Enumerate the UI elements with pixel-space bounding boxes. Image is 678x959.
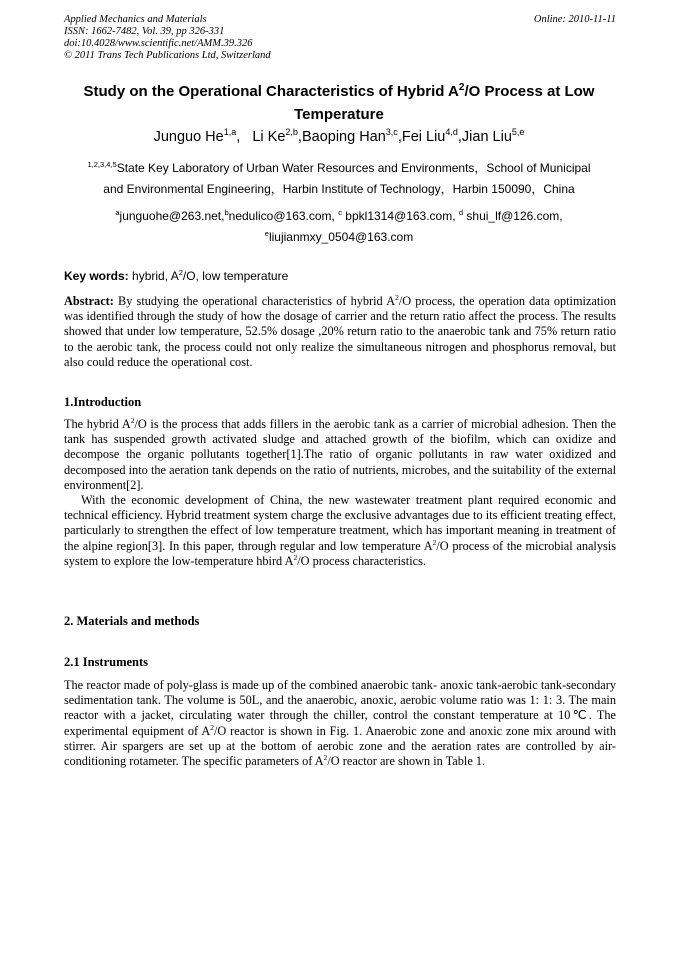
text: /O reactor are shown in Table 1. xyxy=(327,754,486,769)
email-sup: b xyxy=(224,208,229,217)
author: Jian Liu xyxy=(461,129,512,145)
author-sep: , xyxy=(397,129,402,145)
abstract-text-pre: By studying the operational characteristics of hybrid A xyxy=(113,294,396,308)
online-date: Online: 2010-11-11 xyxy=(533,14,616,25)
introduction-body xyxy=(64,417,616,569)
email-sup: d xyxy=(458,208,464,217)
keywords-text-post: /O, low temperature xyxy=(182,269,289,283)
text: /O is the process that adds fillers in the aerobic tank as a carrier of microbial adhesion. Then the tank has suspended growth activated sludge and attached growth of the biofilm, which can oxidize and decompose the organic pollutants together[1].The ratio of organic pollutants in raw water oxidized and decomposed into the aeration tank depends on the ratio of nutrients, microbes, and the suitability of the external environment[2]. xyxy=(64,417,616,492)
sup: 2 xyxy=(293,552,298,562)
journal-copyright: © 2011 Trans Tech Publications Ltd, Switzerland xyxy=(64,50,271,61)
sup: 2 xyxy=(210,722,214,732)
author-sep: , xyxy=(297,129,302,145)
email-address[interactable]: shui_lf@126.com, xyxy=(463,209,563,223)
instruments-body xyxy=(64,678,616,769)
author: Fei Liu xyxy=(401,129,446,145)
journal-header xyxy=(64,14,616,62)
email-sup: c xyxy=(338,208,342,217)
affiliation-line2: and Environmental Engineering，Harbin Institute of Technology，Harbin 150090，China xyxy=(103,182,575,196)
journal-issn: ISSN: 1662-7482, Vol. 39, pp 326-331 xyxy=(64,26,225,37)
affiliation-line xyxy=(60,158,618,179)
title-sup: 2 xyxy=(458,82,465,93)
author-sup: 3,c xyxy=(385,127,398,138)
journal-doi: doi:10.4028/www.scientific.net/AMM.39.326 xyxy=(64,38,253,49)
text: With the economic development of China, the new wastewater treatment plant required economic and technical efficiency. Hybrid treatment system charge the exclusive advantages due to its efficient treating effect, particularly to strengthen the effect of low temperature treatment, which has important meaning in treatment of the alpine region[3]. In this paper, through regular and low temperature A xyxy=(64,493,616,553)
email-line xyxy=(60,206,618,227)
section-heading-introduction: 1.Introduction xyxy=(64,395,142,409)
keywords-sup: 2 xyxy=(178,268,183,277)
author: Baoping Han xyxy=(301,129,386,145)
text: The reactor made of poly-glass is made up of the combined anaerobic tank- anoxic tank-aerobic tank-secondary sedimentation tank. The volume is 50L, and the anaerobic, anoxic, aerobic volume ratio was 1: 1: 3. The main reactor with a jacket, circulating water through the chiller, control the constant temperature at 10℃. The experimental equipment of A xyxy=(64,678,616,738)
sup: 2 xyxy=(130,415,135,425)
text: /O reactor is shown in Fig. 1. Anaerobic zone and anoxic zone mix around with stirrer. Air spargers are set up at the bottom of aerobic zone and the aeration rates are controlled by air-conditioning rotameter. The specific parameters of A xyxy=(64,723,616,769)
title-text-post: /O Process at Low Temperature xyxy=(294,83,595,123)
email-sup: e xyxy=(264,229,269,238)
keywords xyxy=(64,268,616,284)
text: The hybrid A xyxy=(64,417,131,431)
paragraph xyxy=(64,678,616,769)
paragraph xyxy=(64,493,616,569)
paragraph xyxy=(64,417,616,493)
abstract-text-post: /O process, the operation data optimization was identified through the study of how the dosage of carrier and the return ratio affect the process. The results showed that under low temperature, 52.5% dosage ,20% return ratio to the anaerobic tank and 75% return ratio to the aerobic tank, the process could not only realize the simultaneous nitrogen and phosphorus removal, but also could reduce the operational cost. xyxy=(64,294,616,369)
text: /O process characteristics. xyxy=(297,553,426,568)
author-sep: , xyxy=(236,129,253,145)
email-address[interactable]: nedulico@163.com, xyxy=(228,209,339,223)
section-heading-methods: 2. Materials and methods xyxy=(64,614,200,628)
subsection-heading-instruments: 2.1 Instruments xyxy=(64,655,149,669)
abstract xyxy=(64,294,616,370)
author-sup: 4,d xyxy=(445,127,458,138)
title-text-pre: Study on the Operational Characteristics of Hybrid A xyxy=(83,83,459,100)
affiliation-line1: State Key Laboratory of Urban Water Resources and Environments，School of Municipal xyxy=(116,161,591,175)
author-sup: 5,e xyxy=(511,127,525,138)
author-list xyxy=(60,128,618,146)
journal-name: Applied Mechanics and Materials xyxy=(64,14,207,25)
author: Junguo He xyxy=(153,129,224,145)
email-line xyxy=(60,227,618,248)
paper-title xyxy=(60,80,618,126)
author: Li Ke xyxy=(252,129,286,145)
abstract-sup: 2 xyxy=(395,292,399,302)
author-sup: 1,a xyxy=(223,127,237,138)
author-sep: , xyxy=(457,129,462,145)
email-address[interactable]: junguohe@263.net, xyxy=(119,209,225,223)
sup: 2 xyxy=(323,752,328,762)
keywords-text-pre: hybrid, A xyxy=(128,269,179,283)
affiliation xyxy=(60,158,618,200)
author-sup: 2,b xyxy=(285,127,298,138)
abstract-label: Abstract: xyxy=(64,294,114,308)
email-sup: a xyxy=(115,208,120,217)
keywords-label: Key words: xyxy=(64,269,129,283)
affiliation-sup: 1,2,3,4,5 xyxy=(87,160,117,169)
email-list xyxy=(60,206,618,248)
text: /O process of the microbial analysis system to explore the low-temperature hbird A xyxy=(64,538,616,568)
email-address[interactable]: liujianmxy_0504@163.com xyxy=(268,230,414,244)
email-address[interactable]: bpkl1314@163.com, xyxy=(341,209,459,223)
sup: 2 xyxy=(432,537,437,547)
